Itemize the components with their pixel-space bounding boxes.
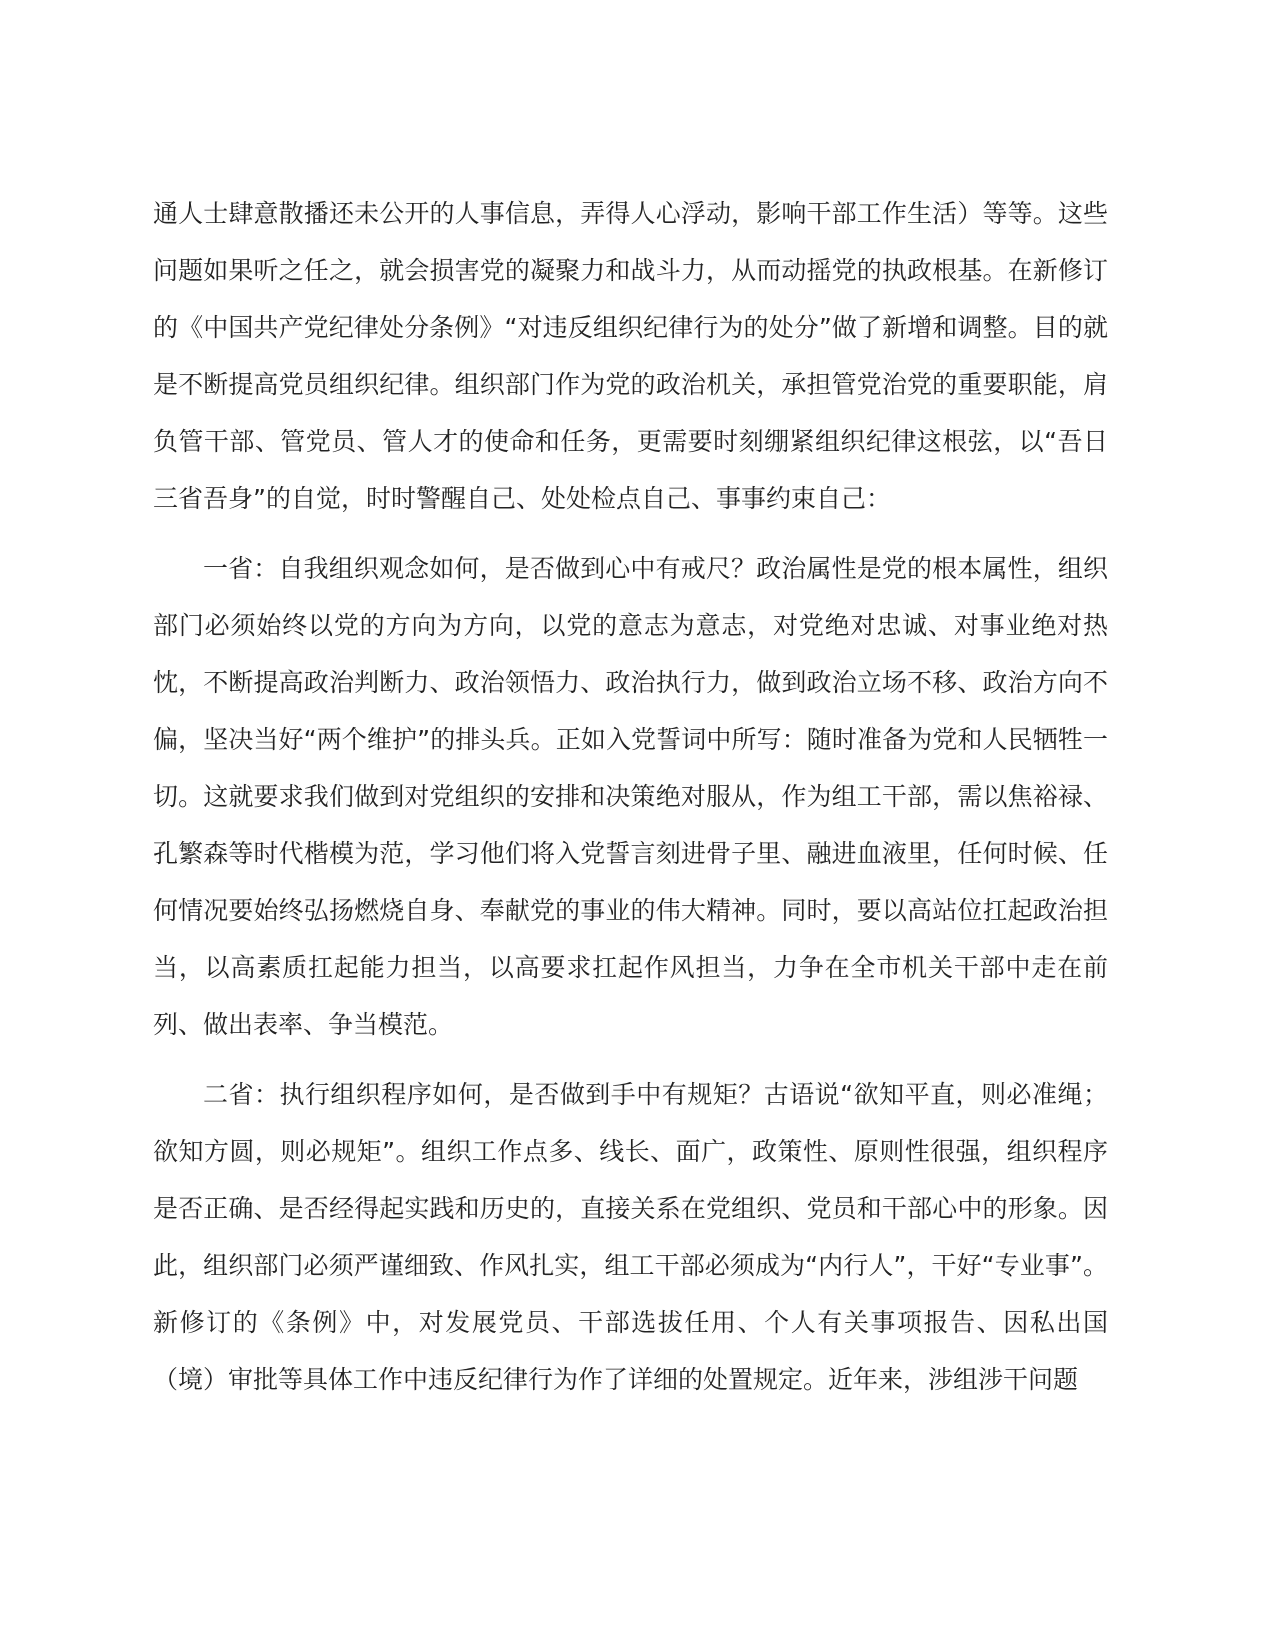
document-body (153, 185, 1108, 1408)
paragraph-intro: 通人士肆意散播还未公开的人事信息，弄得人心浮动，影响干部工作生活）等等。这些问题如果听之任之，就会损害党的凝聚力和战斗力，从而动摇党的执政根基。在新修订的《中国共产党纪律处分条例》“对违反组织纪律行为的处分”做了新增和调整。目的就是不断提高党员组织纪律。组织部门作为党的政治机关，承担管党治党的重要职能，肩负管干部、管党员、管人才的使命和任务，更需要时刻绷紧组织纪律这根弦，以“吾日三省吾身”的自觉，时时警醒自己、处处检点自己、事事约束自己： (153, 199, 1108, 513)
paragraph-first-reflection: 一省：自我组织观念如何，是否做到心中有戒尺？政治属性是党的根本属性，组织部门必须始终以党的方向为方向，以党的意志为意志，对党绝对忠诚、对事业绝对热忱，不断提高政治判断力、政治领悟力、政治执行力，做到政治立场不移、政治方向不偏，坚决当好“两个维护”的排头兵。正如入党誓词中所写：随时准备为党和人民牺牲一切。这就要求我们做到对党组织的安排和决策绝对服从，作为组工干部，需以焦裕禄、孔繁森等时代楷模为范，学习他们将入党誓言刻进骨子里、融进血液里，任何时候、任何情况要始终弘扬燃烧自身、奉献党的事业的伟大精神。同时，要以高站位扛起政治担当，以高素质扛起能力担当，以高要求扛起作风担当，力争在全市机关干部中走在前列、做出表率、争当模范。 (153, 554, 1108, 1039)
paragraph-second-reflection: 二省：执行组织程序如何，是否做到手中有规矩？古语说“欲知平直，则必准绳；欲知方圆，则必规矩”。组织工作点多、线长、面广，政策性、原则性很强，组织程序是否正确、是否经得起实践和历史的，直接关系在党组织、党员和干部心中的形象。因此，组织部门必须严谨细致、作风扎实，组工干部必须成为“内行人”，干好“专业事”。新修订的《条例》中，对发展党员、干部选拔任用、个人有关事项报告、因私出国（境）审批等具体工作中违反纪律行为作了详细的处置规定。近年来，涉组涉干问题 (153, 1080, 1108, 1394)
